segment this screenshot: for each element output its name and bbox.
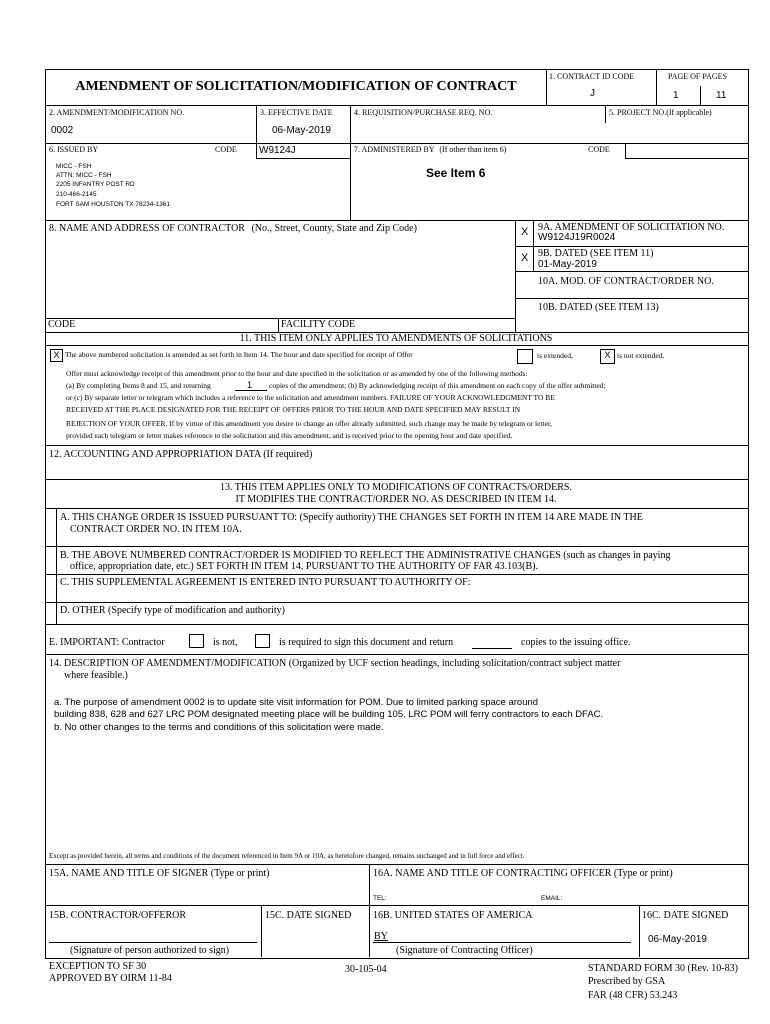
exception-text: EXCEPTION TO SF 30 <box>49 961 147 972</box>
item11-sentence: The above numbered solicitation is amended as set forth in Item 14. The hour and date specified for receipt of Offer <box>65 350 413 359</box>
item13a-line-1: A. THIS CHANGE ORDER IS ISSUED PURSUANT TO: (Specify authority) THE CHANGES SET FORTH IN ITEM 14 ARE MADE IN THE <box>60 512 643 523</box>
description-line-3: b. No other changes to the terms and conditions of this solicitation were made. <box>54 722 384 733</box>
amendment-no-label: 2. AMENDMENT/MODIFICATION NO. <box>49 108 185 117</box>
item13b-line-1: B. THE ABOVE NUMBERED CONTRACT/ORDER IS MODIFIED TO REFLECT THE ADMINISTRATIVE CHANGES (such as changes in paying <box>60 550 671 561</box>
item11-para-2b: copies of the amendment; (b) By acknowledging receipt of this amendment on each copy of the offer submitted; <box>269 381 606 390</box>
requisition-label: 4. REQUISITION/PURCHASE REQ. NO. <box>354 108 493 117</box>
form-title: AMENDMENT OF SOLICITATION/MODIFICATION OF CONTRACT <box>75 79 517 94</box>
description-line-1: a. The purpose of amendment 0002 is to update site visit information for POM. Due to limited parking space around <box>54 697 539 708</box>
date-signed-16c-label: 16C. DATE SIGNED <box>642 910 729 921</box>
effective-date-value: 06-May-2019 <box>272 125 331 136</box>
contractor-code-label: CODE <box>48 319 76 330</box>
amended-checkbox[interactable]: X <box>50 349 63 362</box>
issued-by-label: 6. ISSUED BY <box>49 145 99 154</box>
contractor-label-text: 8. NAME AND ADDRESS OF CONTRACTOR <box>49 223 245 234</box>
issuer-line-5: FORT SAM HOUSTON TX 78234-1361 <box>56 201 171 208</box>
item9a-value: W9124J19R0024 <box>538 232 616 243</box>
is-required-checkbox[interactable] <box>255 634 270 648</box>
item9a-check[interactable]: X <box>521 226 529 238</box>
contractor-offeror-label: 15B. CONTRACTOR/OFFEROR <box>49 910 187 921</box>
item9b-value: 01-May-2019 <box>538 259 597 270</box>
tel-label: TEL: <box>373 895 387 902</box>
item13c-label: C. THIS SUPPLEMENTAL AGREEMENT IS ENTERED INTO PURSUANT TO AUTHORITY OF: <box>60 577 471 588</box>
copies-number: 1 <box>247 380 253 390</box>
issuer-line-4: 210-466-2145 <box>56 191 97 198</box>
date-signed-16c-value: 06-May-2019 <box>648 934 707 945</box>
item10b-label: 10B. DATED (SEE ITEM 13) <box>538 302 659 313</box>
far-text: FAR (48 CFR) 53.243 <box>588 990 678 1001</box>
item13a-line-2: CONTRACT ORDER NO. IN ITEM 10A. <box>70 524 242 535</box>
signature-officer-caption: (Signature of Contracting Officer) <box>396 945 533 956</box>
approved-text: APPROVED BY OIRM 11-84 <box>49 973 172 984</box>
item11-title: 11. THIS ITEM ONLY APPLIES TO AMENDMENTS OF SOLICITATIONS <box>239 333 553 344</box>
page-number: 1 <box>673 90 679 101</box>
item11-para-3: or (c) By separate letter or telegram which includes a reference to the solicitation and amendment numbers. FAILURE OF YOUR ACKNOWLEDGMENT TO BE <box>66 393 555 402</box>
signer-name-label: 15A. NAME AND TITLE OF SIGNER (Type or print) <box>49 868 270 879</box>
date-signed-15c-label: 15C. DATE SIGNED <box>265 910 352 921</box>
item13-title-2: IT MODIFIES THE CONTRACT/ORDER NO. AS DESCRIBED IN ITEM 14. <box>235 494 557 505</box>
administered-by-label <box>354 145 506 155</box>
page-of-pages-label: PAGE OF PAGES <box>668 72 727 81</box>
is-not-checkbox[interactable] <box>189 634 204 648</box>
standard-form-text: STANDARD FORM 30 (Rev. 10-83) <box>588 963 738 974</box>
item12-label: 12. ACCOUNTING AND APPROPRIATION DATA (If required) <box>49 449 313 460</box>
amendment-no-value: 0002 <box>51 125 74 136</box>
item11-para-6: provided each telegram or letter makes reference to the solicitation and this amendment, and is received prior to the opening hour and date specified. <box>66 431 513 440</box>
description-line-2: building 838, 628 and 627 LRC POM designated meeting place will be building 105. LRC POM will ferry contractors to each DFAC. <box>54 709 604 720</box>
item11-para-4: RECEIVED AT THE PLACE DESIGNATED FOR THE RECEIPT OF OFFERS PRIOR TO THE HOUR AND DATE SPECIFIED MAY RESULT IN <box>66 405 521 414</box>
item13-title-1: 13. THIS ITEM APPLIES ONLY TO MODIFICATIONS OF CONTRACTS/ORDERS. <box>219 482 572 493</box>
admin-code-label: CODE <box>588 145 610 154</box>
issued-code-label: CODE <box>215 145 237 154</box>
item11-para-2a: (a) By completing Items 8 and 15, and returning <box>66 381 211 390</box>
is-required-label: is required to sign this document and return <box>279 637 454 648</box>
item9a-label: 9A. AMENDMENT OF SOLICITATION NO. <box>538 222 725 233</box>
by-label: BY <box>374 931 388 942</box>
signature-person-caption: (Signature of person authorized to sign) <box>70 945 230 956</box>
usa-label: 16B. UNITED STATES OF AMERICA <box>373 910 533 921</box>
contract-id-value: J <box>590 88 595 99</box>
issued-code-value: W9124J <box>259 145 296 156</box>
administered-by-text: 7. ADMINISTERED BY <box>354 145 435 154</box>
contracting-officer-label: 16A. NAME AND TITLE OF CONTRACTING OFFICER (Type or print) <box>373 868 673 879</box>
item11-para-1: Offer must acknowledge receipt of this amendment prior to the hour and date specified in the solicitation or as amended by one of the following methods: <box>66 369 528 378</box>
is-extended-label: is extended, <box>537 351 573 360</box>
not-extended-checkbox[interactable]: X <box>600 349 615 364</box>
email-label: EMAIL: <box>541 895 563 902</box>
contract-id-label: 1. CONTRACT ID CODE <box>549 72 635 81</box>
except-note: Except as provided herein, all terms and conditions of the document referenced in Item 9A or 10A, as heretofore changed, remains unchanged and in full force and effect. <box>49 852 525 860</box>
effective-date-label: 3. EFFECTIVE DATE <box>260 108 333 117</box>
item13d-label: D. OTHER (Specify type of modification and authority) <box>60 605 285 616</box>
issuer-line-2: ATTN: MICC - FSH <box>56 172 112 179</box>
facility-code-label: FACILITY CODE <box>281 319 356 330</box>
item9b-label: 9B. DATED (SEE ITEM 11) <box>538 248 654 259</box>
project-no-label: 5. PROJECT NO.(If applicable) <box>609 108 712 117</box>
issuer-line-3: 2205 INFANTRY POST RD <box>56 181 135 188</box>
contractor-label-note: (No., Street, County, State and Zip Code) <box>251 223 417 234</box>
important-label: E. IMPORTANT: Contractor <box>49 637 165 648</box>
item14-label-1: 14. DESCRIPTION OF AMENDMENT/MODIFICATION (Organized by UCF section headings, including solicitation/contract subject matter <box>49 658 621 669</box>
item11-para-5: REJECTION OF YOUR OFFER. If by virtue of this amendment you desire to change an offer already submitted, such change may be made by telegram or letter, <box>66 419 553 428</box>
prescribed-text: Prescribed by GSA <box>588 976 666 987</box>
page-total: 11 <box>716 90 727 101</box>
copies-label: copies to the issuing office. <box>521 637 631 648</box>
not-extended-label: is not extended. <box>617 351 665 360</box>
administered-by-value: See Item 6 <box>426 166 486 180</box>
item9b-check[interactable]: X <box>521 252 529 264</box>
item10a-label: 10A. MOD. OF CONTRACT/ORDER NO. <box>538 276 714 287</box>
is-not-label: is not, <box>213 637 238 648</box>
form-code: 30-105-04 <box>345 964 387 975</box>
issuer-line-1: MICC - FSH <box>56 163 92 170</box>
item14-label-2: where feasible.) <box>64 670 128 681</box>
contractor-label <box>49 223 417 235</box>
extended-checkbox[interactable] <box>517 349 533 364</box>
item13b-line-2: office, appropriation date, etc.) SET FORTH IN ITEM 14, PURSUANT TO THE AUTHORITY OF FAR 43.103(B). <box>70 561 538 572</box>
administered-by-note: (If other than item 6) <box>439 145 507 154</box>
